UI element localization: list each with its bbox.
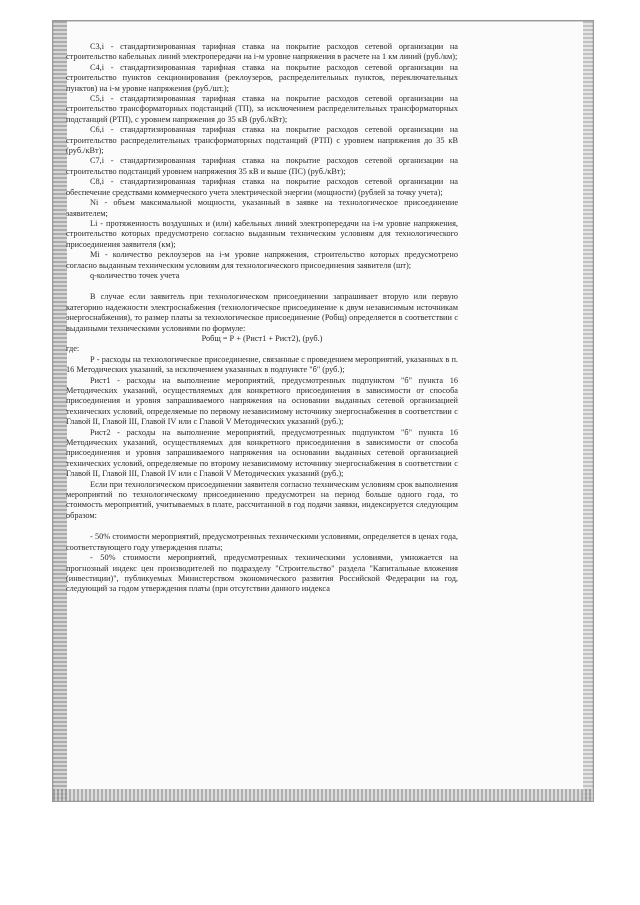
- definition-rist2: Рист2 - расходы на выполнение мероприятий, предусмотренных подпунктом "б" пункта 16 Методических указаний, осуществляемых для конкретного присоединения в зависимости от способа присоединения и уровня запрашиваемого напряжения на основании выданных сетевой организацией технических условий, определяемые по второму независимому источнику энергоснабжения в соответствии с Главой II, Главой III, Главой IV или с Главой V Методических указаний (руб.);: [66, 427, 458, 479]
- second-category-paragraph: В случае если заявитель при технологическом присоединении запрашивает вторую или первую категорию надежности электроснабжения (технологическое присоединение к двум независимым источникам энергоснабжения), то размер платы за технологическое присоединение (Робщ) определяется в соответствии с выданными техническими условиями по формуле:: [66, 292, 458, 333]
- indexation-paragraph: Если при технологическом присоединении заявителя согласно техническим условиям срок выполнения мероприятий по технологическому присоединению предусмотрен на период больше одного года, то стоимость мероприятий, учитываемых в плате, рассчитанной в год подачи заявки, индексируется следующим образом:: [66, 479, 458, 520]
- metering-points-definition: q-количество точек учета: [90, 270, 180, 280]
- reclosers-definition: Mi - количество реклоузеров на i-м уровне напряжения, строительство которых предусмотрено согласно выданным техническим условиям для технологического присоединения заявителя (шт);: [66, 250, 458, 270]
- rate-c7-definition: C7,i - стандартизированная тарифная ставка на покрытие расходов сетевой организации на строительство подстанций уровнем напряжения 35 кВ и выше (ПС) (руб./кВт);: [66, 156, 458, 176]
- rate-c6-definition: C6,i - стандартизированная тарифная ставка на покрытие расходов сетевой организации на строительство распределительных трансформаторных подстанций (РТП) с уровнем напряжения до 35 кВ (руб./кВт);: [66, 125, 458, 156]
- rate-c5-definition: C5,i - стандартизированная тарифная ставка на покрытие расходов сетевой организации на строительство трансформаторных подстанций (ТП), за исключением распределительных трансформаторных подстанций (РТП), с уровнем напряжения до 35 кВ (руб./кВт);: [66, 94, 458, 124]
- definition-rist1: Рист1 - расходы на выполнение мероприятий, предусмотренных подпунктом "б" пункта 16 Методических указаний, осуществляемых для конкретного присоединения в зависимости от способа присоединения и уровня запрашиваемого напряжения на основании выданных сетевой организацией технических условий, определяемые по первому независимому источнику энергоснабжения в соответствии с Главой II, Главой III, Главой IV или с Главой V Методических указаний (руб.);: [66, 375, 458, 427]
- document-body: [66, 42, 458, 595]
- where-label: где:: [66, 344, 80, 354]
- rate-c3-definition: C3,i - стандартизированная тарифная ставка на покрытие расходов сетевой организации на строительство кабельных линий электропередачи на i-м уровне напряжения в расчете на 1 км линий (руб./км);: [66, 42, 458, 62]
- definition-p: Р - расходы на технологическое присоединение, связанные с проведением мероприятий, указанных в п. 16 Методических указаний, за исключением указанных в подпункте "б" (руб.);: [66, 354, 458, 375]
- bullet-first-half: - 50% стоимости мероприятий, предусмотренных техническими условиями, определяется в ценах года, соответствующего году утверждения платы;: [66, 532, 458, 552]
- scan-edge-bottom: [53, 789, 593, 801]
- power-definition: Ni - объем максимальной мощности, указанный в заявке на технологическое присоединение заявителем;: [66, 198, 458, 218]
- scan-edge-right: [583, 21, 593, 801]
- rate-c4-definition: C4,i - стандартизированная тарифная ставка на покрытие расходов сетевой организации на строительство пунктов секционирования (реклоузеров, распределительных пунктов, переключательных пунктов) на i-м уровне напряжения (руб./шт.);: [66, 62, 458, 93]
- length-definition: Li - протяженность воздушных и (или) кабельных линий электропередачи на i-м уровне напряжения, строительство которых предусмотрено согласно выданным техническим условиям для технологического присоединения заявителя (км);: [66, 218, 458, 249]
- payment-formula: Робщ = Р + (Рист1 + Рист2), (руб.): [201, 333, 323, 343]
- scan-edge-left: [53, 21, 67, 801]
- rate-c8-definition: C8,i - стандартизированная тарифная ставка на покрытие расходов сетевой организации на обеспечение средствами коммерческого учета электрической энергии (мощности) (рублей за точку учета);: [66, 177, 458, 197]
- bullet-second-half: - 50% стоимости мероприятий, предусмотренных техническими условиями, умножается на прогнозный индекс цен производителей по подразделу "Строительство" раздела "Капитальные вложения (инвестиции)", публикуемых Министерством экономического развития Российской Федерации на год, следующий за годом утверждения платы (при отсутствии данного индекса: [66, 553, 458, 594]
